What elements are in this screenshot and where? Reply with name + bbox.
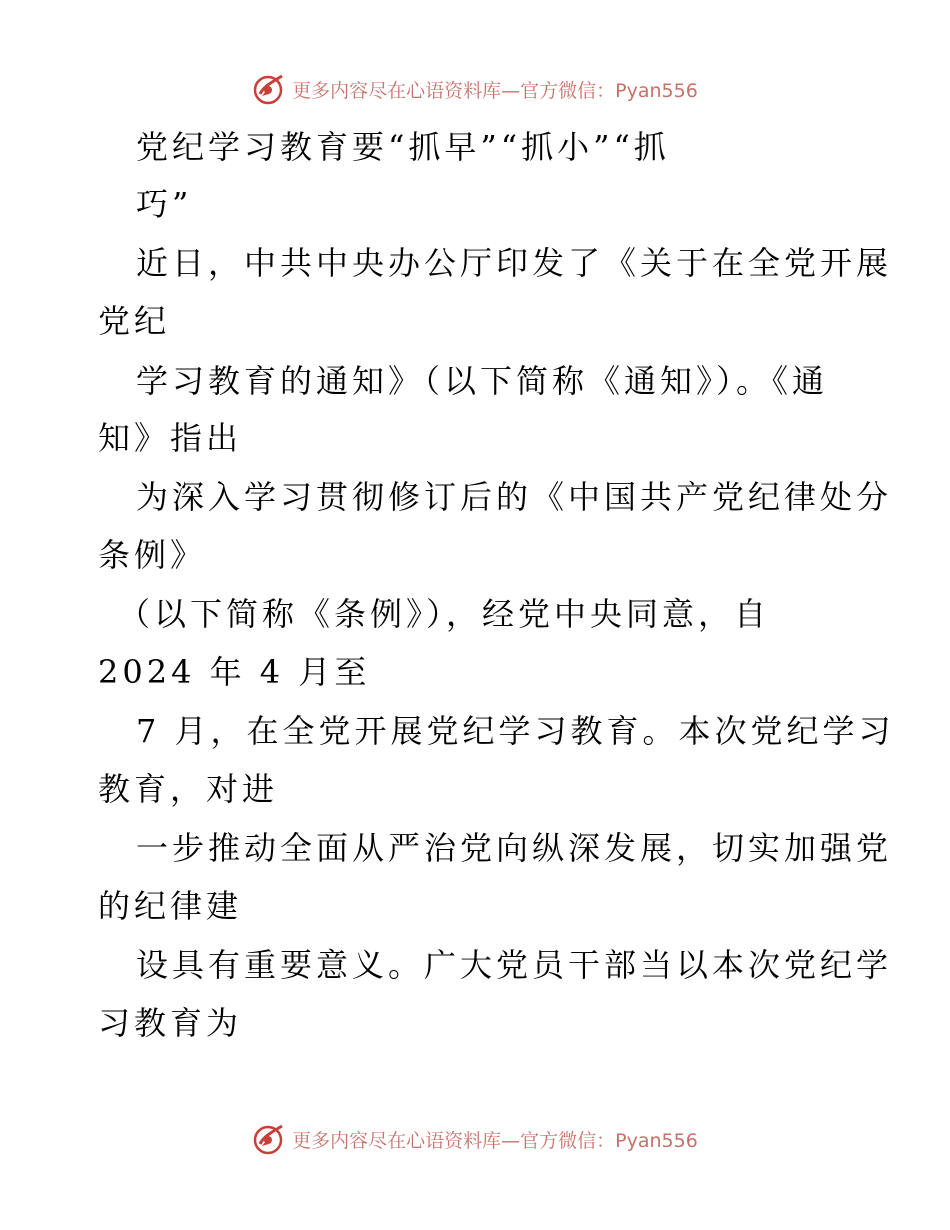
doc-line: 习教育为 — [98, 1004, 243, 1042]
doc-line: 一步推动全面从严治党向纵深发展，切实加强党 — [136, 829, 893, 867]
watermark-text: 更多内容尽在心语资料库—官方微信：Pyan556 — [292, 79, 698, 102]
doc-line: 巧” — [136, 185, 193, 223]
doc-line: 2024 年 4 月至 — [98, 653, 371, 691]
doc-line: 7 月，在全党开展党纪学习教育。本次党纪学习 — [136, 712, 895, 750]
doc-line: 知》指出 — [98, 419, 243, 457]
doc-line: 教育，对进 — [98, 770, 279, 808]
doc-line: 设具有重要意义。广大党员干部当以本次党纪学 — [136, 946, 893, 984]
doc-line: 近日，中共中央办公厅印发了《关于在全党开展 — [136, 244, 893, 282]
doc-line: 党纪 — [98, 302, 171, 340]
doc-line: 条例》 — [98, 536, 207, 574]
doc-line: 党纪学习教育要“抓早”“抓小”“抓 — [136, 128, 670, 166]
footer-watermark — [0, 1122, 950, 1156]
doc-line: （以下简称《条例》），经党中央同意，自 — [118, 595, 771, 633]
doc-line: 的纪律建 — [98, 887, 243, 925]
header-watermark — [0, 72, 950, 106]
doc-line: 为深入学习贯彻修订后的《中国共产党纪律处分 — [136, 478, 893, 516]
watermark-text: 更多内容尽在心语资料库—官方微信：Pyan556 — [292, 1129, 698, 1152]
pen-logo-icon — [252, 1122, 286, 1156]
pen-logo-icon — [252, 72, 286, 106]
doc-line: 学习教育的通知》（以下简称《通知》）。《通 — [136, 362, 829, 400]
